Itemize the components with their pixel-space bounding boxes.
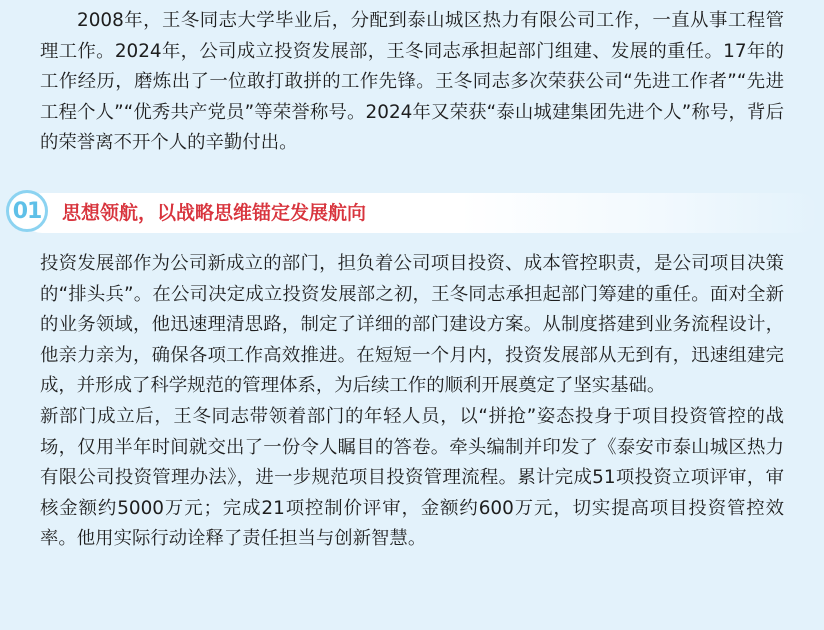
intro-paragraph: 2008年，王冬同志大学毕业后，分配到泰山城区热力有限公司工作，一直从事工程管理工作。2024年，公司成立投资发展部，王冬同志承担起部门组建、发展的重任。17年的工作经历，磨炼出了一位敢打敢拼的工作先锋。王冬同志多次荣获公司“先进工作者”“先进工程个人”“优秀共产党员”等荣誉称号。2024年又荣获“泰山城建集团先进个人”称号，背后的荣誉离不开个人的辛勤付出。 bbox=[40, 10, 784, 154]
intro-section bbox=[40, 6, 784, 159]
section-number-badge: 01 bbox=[6, 190, 48, 232]
section-body bbox=[40, 249, 784, 555]
section-header bbox=[2, 186, 818, 238]
section-title: 思想领航，以战略思维锚定发展航向 bbox=[62, 202, 367, 224]
body-paragraph-2: 新部门成立后，王冬同志带领着部门的年轻人员，以“拼抢”姿态投身于项目投资管控的战场，仅用半年时间就交出了一份令人瞩目的答卷。牵头编制并印发了《泰安市泰山城区热力有限公司投资管理办法》，进一步规范项目投资管理流程。累计完成51项投资立项评审，审核金额约5000万元；完成21项控制价评审，金额约600万元，切实提高项目投资管控效率。他用实际行动诠释了责任担当与创新智慧。 bbox=[40, 405, 784, 550]
body-paragraph-1: 投资发展部作为公司新成立的部门，担负着公司项目投资、成本管控职责，是公司项目决策的“排头兵”。在公司决定成立投资发展部之初，王冬同志承担起部门筹建的重任。面对全新的业务领域，他迅速理清思路，制定了详细的部门建设方案。从制度搭建到业务流程设计，他亲力亲为，确保各项工作高效推进。在短短一个月内，投资发展部从无到有，迅速组建完成，并形成了科学规范的管理体系，为后续工作的顺利开展奠定了坚实基础。 bbox=[40, 253, 784, 397]
